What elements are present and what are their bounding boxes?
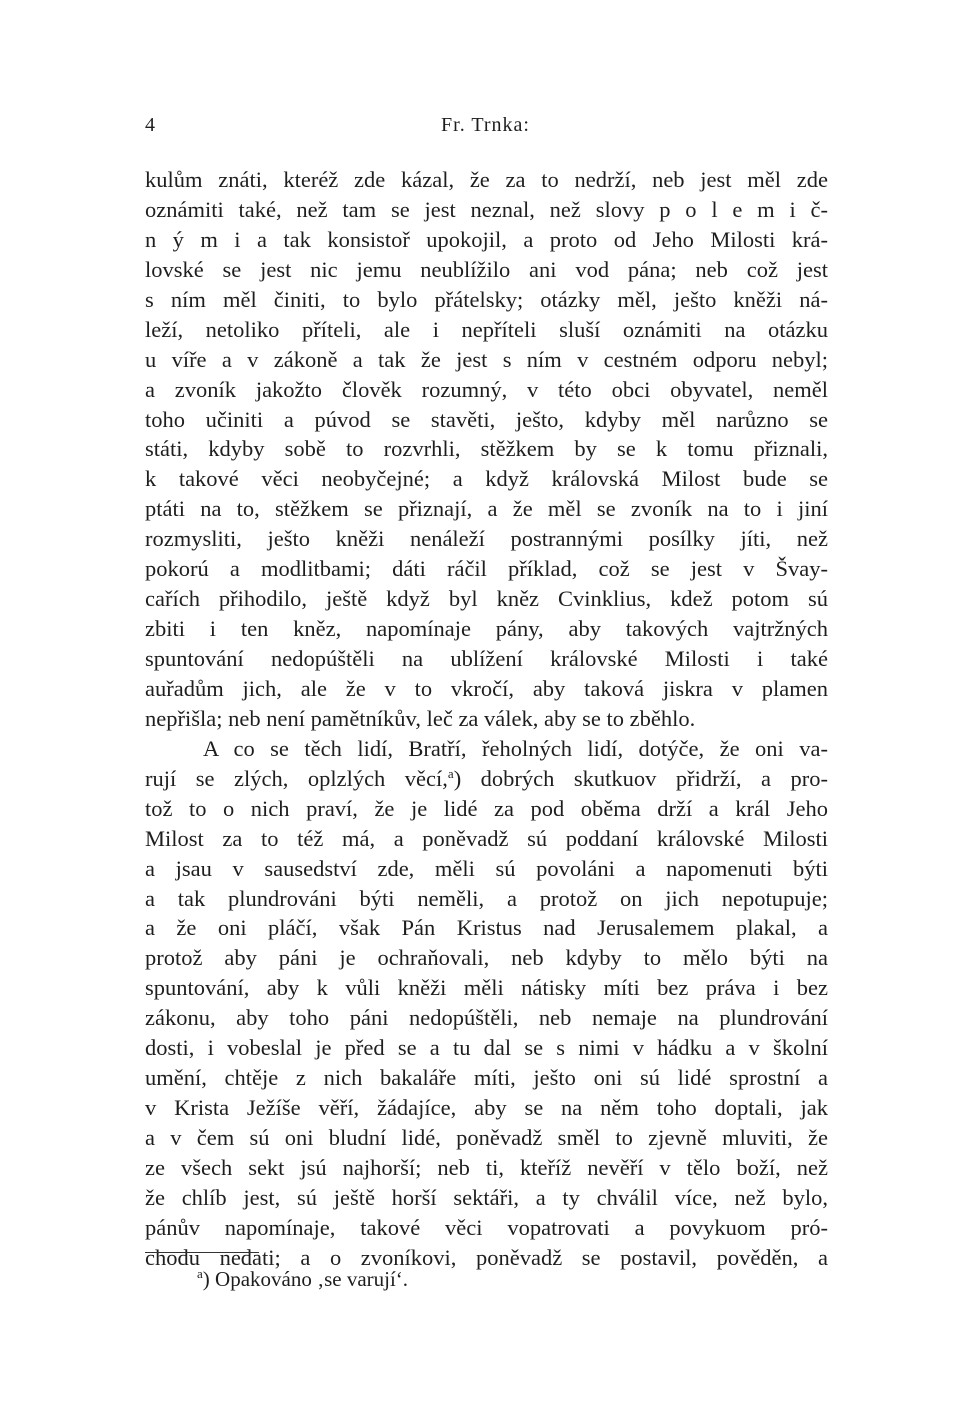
text-line: cařích přihodilo, ještě když byl kněz Cvinklius, kdež potom sú	[145, 586, 828, 612]
text-line: umění, chtěje z nich bakaláře míti, ješto oni sú lidé sprostní a	[145, 1065, 828, 1091]
text-line: tož to o nich praví, že je lidé za pod oběma drží a král Jeho	[145, 795, 828, 821]
footnote-reference[interactable]: a	[447, 765, 454, 781]
text-segment: rují se zlých, oplzlých věcí,	[145, 765, 448, 791]
page-number: 4	[145, 114, 155, 136]
text-line: ze všech sekt jsú najhorší; neb ti, kteříž nevěří v tělo boží, než	[145, 1154, 828, 1180]
text-line: a zvoník jakožto člověk rozumný, v této obci obyvatel, neměl	[145, 376, 828, 402]
text-line: pánův napomínaje, takové věci vopatrovati a povykuom pró-	[145, 1214, 828, 1240]
footnote	[197, 1264, 408, 1294]
text-segment: ) dobrých skutkuov přidrží, a pro-	[453, 765, 828, 791]
text-line: u víře a v zákoně a tak že jest s ním v cestném odporu nebyl;	[145, 346, 828, 372]
text-line: s ním měl činiti, to bylo přátelsky; otázky měl, ješto kněži ná-	[145, 286, 828, 312]
text-line: nepřišla; neb není pamětníkův, leč za válek, aby se to zběhlo.	[145, 705, 696, 731]
text-line: spuntování nedopúštěli na ublížení královské Milosti i také	[145, 646, 828, 671]
page-header	[145, 110, 826, 140]
text-line: n ý m i a tak konsistoř upokojil, a proto od Jeho Milosti krá-	[145, 226, 828, 252]
text-line: a jsau v sausedství zde, měli sú povoláni a napomenuti býti	[145, 855, 828, 881]
text-line: toho učiniti a púvod se stavěti, ješto, kdyby měl narůzno se	[145, 406, 828, 432]
text-line-with-note	[145, 764, 828, 794]
text-line: leží, netoliko příteli, ale i nepříteli sluší oznámiti na otázku	[145, 316, 828, 342]
footnote-divider	[145, 1252, 259, 1253]
text-line: státi, kdyby sobě to rozvrhli, stěžkem by se k tomu přiznali,	[145, 436, 828, 462]
paragraph-first-line: A co se těch lidí, Bratří, řeholných lidí, dotýče, že oni va-	[203, 735, 828, 761]
text-line: a v čem sú oni bludní lidé, poněvadž směl to zjevně mluviti, že	[145, 1125, 828, 1150]
text-line: v Krista Ježíše věří, žádajíce, aby se na něm toho doptali, jak	[145, 1095, 828, 1121]
footnote-text: ) Opakováno ‚se varují‘.	[202, 1267, 409, 1291]
text-line: k takové věci neobyčejné; a když královská Milost bude se	[145, 466, 828, 492]
text-line: ptáti na to, stěžkem se přiznají, a že měl se zvoník na to i jiní	[145, 496, 828, 522]
text-line: dosti, i vobeslal je před se a tu dal se s nimi v hádku a v školní	[145, 1035, 828, 1061]
text-line: kulům znáti, kteréž zde kázal, že za to nedrží, neb jest měl zde	[145, 167, 828, 192]
text-line: oznámiti také, než tam se jest neznal, než slovy p o l e m i č-	[145, 196, 828, 222]
text-line: spuntování, aby k vůli kněži měli nátisky míti bez práva i bez	[145, 975, 828, 1001]
text-line: chodu nedati; a o zvoníkovi, poněvadž se postavil, pověděn, a	[145, 1244, 828, 1270]
body-text	[145, 165, 828, 1273]
text-line: zákonu, aby toho páni nedopúštěli, neb nemaje na plundrování	[145, 1005, 828, 1031]
running-head: Fr. Trnka:	[441, 114, 530, 136]
text-line: pokorú a modlitbami; dáti ráčil příklad, což se jest v Švay-	[145, 556, 828, 582]
text-line: Milost za to též má, a poněvadž sú poddaní královské Milosti	[145, 825, 828, 851]
text-line: protož aby páni je ochraňovali, neb kdyby to mělo býti na	[145, 945, 828, 971]
footnote-mark: a	[197, 1266, 203, 1281]
text-line: lovské se jest nic jemu neublížilo ani vod pána; neb což jest	[145, 256, 828, 282]
text-line: a tak plundrováni býti neměli, a protož on jich nepotupuje;	[145, 885, 828, 911]
text-line: zbiti i ten kněz, napomínaje pány, aby takových vajtržných	[145, 616, 828, 642]
text-line: rozmysliti, ješto kněži nenáleží postrannými posílky jíti, než	[145, 526, 828, 552]
text-line: a že oni pláčí, však Pán Kristus nad Jerusalemem plakal, a	[145, 915, 828, 941]
text-line: auřadům jich, ale že v to vkročí, aby taková jiskra v plamen	[145, 675, 828, 701]
text-line: že chlíb jest, sú ještě horší sektáři, a ty chválil více, než bylo,	[145, 1184, 828, 1210]
